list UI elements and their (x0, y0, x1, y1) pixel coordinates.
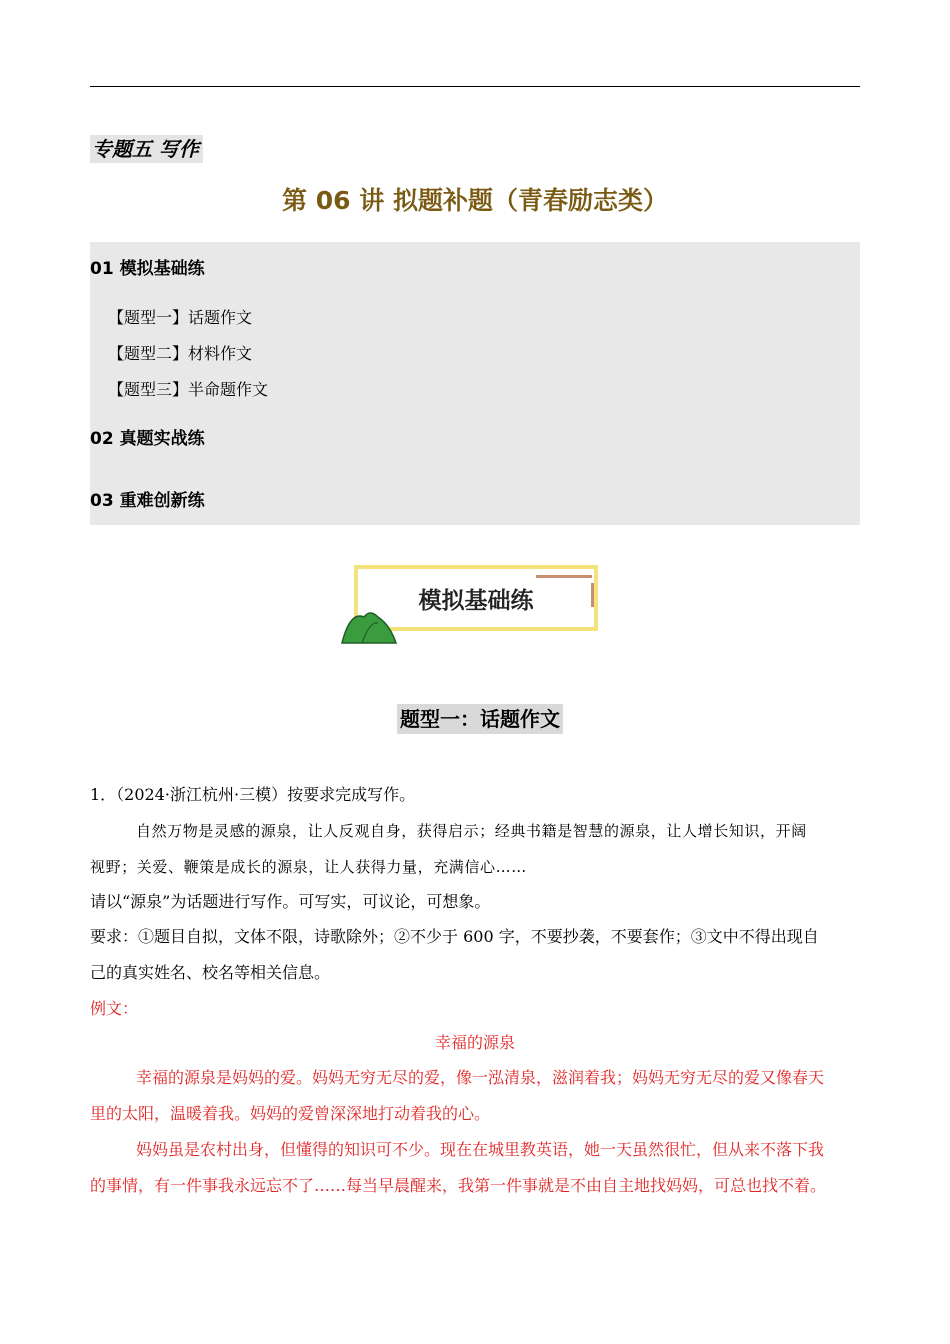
mountain-icon (340, 603, 400, 645)
toc-section-3[interactable]: 03 重难创新练 (90, 491, 205, 511)
banner-accent-tick (591, 583, 594, 607)
question-stem: 1．（2024·浙江杭州·三模）按要求完成写作。 (90, 785, 416, 804)
example-paragraph-1-line-1: 幸福的源泉是妈妈的爱。妈妈无穷无尽的爱，像一泓清泉，滋润着我；妈妈无穷无尽的爱又像春天 (136, 1068, 825, 1087)
toc-item-type-3[interactable]: 【题型三】半命题作文 (108, 380, 269, 399)
banner-label: 模拟基础练 (418, 588, 534, 614)
banner-accent-line (536, 575, 592, 578)
toc-section-2[interactable]: 02 真题实战练 (90, 429, 205, 449)
example-paragraph-2-line-2: 的事情，有一件事我永远忘不了……每当早晨醒来，我第一件事就是不由自主地找妈妈，可总也找不着。 (90, 1176, 827, 1195)
type-heading: 题型一：话题作文 (397, 704, 563, 734)
table-of-contents (90, 242, 860, 525)
toc-item-type-2[interactable]: 【题型二】材料作文 (108, 344, 253, 363)
material-line-2: 视野；关爱、鞭策是成长的源泉，让人获得力量，充满信心…… (90, 858, 527, 876)
writing-prompt: 请以“源泉”为话题进行写作。可写实，可议论，可想象。 (90, 892, 491, 911)
section-banner (340, 563, 610, 648)
requirements-line-2: 己的真实姓名、校名等相关信息。 (90, 963, 331, 982)
example-paragraph-1-line-2: 里的太阳，温暖着我。妈妈的爱曾深深地打动着我的心。 (90, 1104, 491, 1123)
toc-item-type-1[interactable]: 【题型一】话题作文 (108, 308, 253, 327)
material-line-1: 自然万物是灵感的源泉，让人反观自身，获得启示；经典书籍是智慧的源泉，让人增长知识，开阔 (136, 822, 807, 840)
toc-section-1[interactable]: 01 模拟基础练 (90, 259, 205, 279)
example-label: 例文： (90, 999, 139, 1018)
topic-label: 专题五 写作 (90, 135, 203, 163)
lesson-title: 第 06 讲 拟题补题（青春励志类） (282, 186, 668, 215)
example-paragraph-2-line-1: 妈妈虽是农村出身，但懂得的知识可不少。现在在城里教英语，她一天虽然很忙，但从来不落下我 (136, 1140, 825, 1159)
example-title: 幸福的源泉 (434, 1033, 515, 1052)
requirements-line-1: 要求：①题目自拟，文体不限，诗歌除外；②不少于 600 字，不要抄袭，不要套作；③文中不得出现自 (90, 927, 819, 946)
header-rule (90, 86, 860, 87)
